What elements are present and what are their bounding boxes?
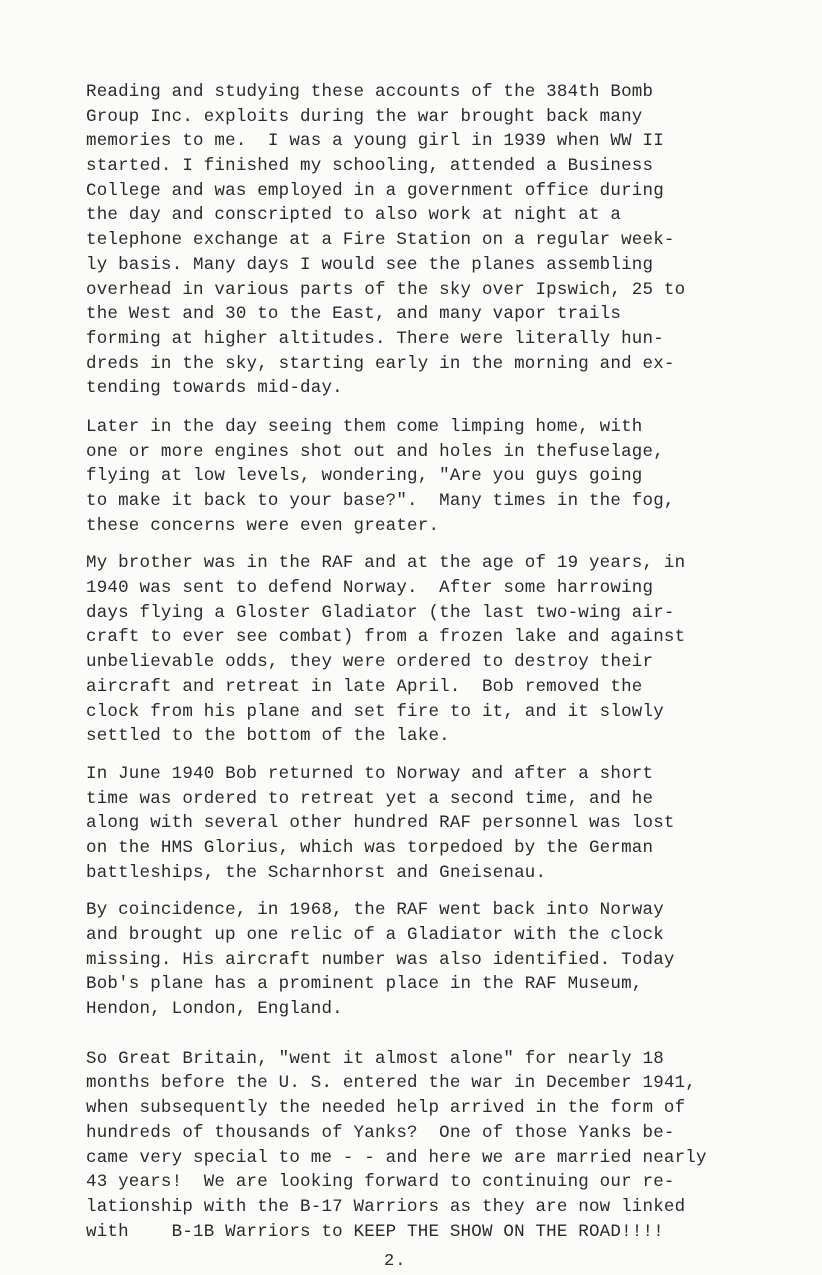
text-line: the West and 30 to the East, and many vapor trails: [86, 304, 622, 325]
paragraph-memories: [86, 80, 812, 401]
text-line: College and was employed in a government office during: [86, 180, 664, 201]
paragraph-brother-raf: [86, 551, 812, 749]
paragraph-great-britain: [86, 1047, 812, 1245]
text-line: craft to ever see combat) from a frozen lake and against: [86, 627, 686, 648]
text-line: clock from his plane and set fire to it, and it slowly: [86, 701, 664, 722]
text-line: Bob's plane has a prominent place in the RAF Museum,: [86, 974, 643, 995]
text-line: came very special to me - - and here we are married nearly: [86, 1147, 707, 1168]
text-line: aircraft and retreat in late April. Bob removed the: [86, 676, 643, 697]
text-line: when subsequently the needed help arrived in the form of: [86, 1098, 686, 1119]
text-line: on the HMS Glorius, which was torpedoed by the German: [86, 837, 654, 858]
text-line: So Great Britain, "went it almost alone" for nearly 18: [86, 1048, 664, 1069]
text-line: missing. His aircraft number was also identified. Today: [86, 949, 675, 970]
text-line: memories to me. I was a young girl in 1939 when WW II: [86, 131, 664, 152]
text-line: In June 1940 Bob returned to Norway and after a short: [86, 763, 654, 784]
text-line: dreds in the sky, starting early in the morning and ex-: [86, 353, 675, 374]
text-line: Later in the day seeing them come limping home, with: [86, 416, 643, 437]
text-line: battleships, the Scharnhorst and Gneisenau.: [86, 862, 547, 883]
text-line: 1940 was sent to defend Norway. After some harrowing: [86, 578, 654, 599]
text-line: days flying a Gloster Gladiator (the last two-wing air-: [86, 602, 675, 623]
paragraph-limping-home: [86, 415, 812, 538]
text-line: lationship with the B-17 Warriors as they are now linked: [86, 1196, 686, 1217]
text-line: to make it back to your base?". Many times in the fog,: [86, 491, 675, 511]
text-line: overhead in various parts of the sky over Ipswich, 25 to: [86, 279, 686, 300]
text-line: ly basis. Many days I would see the planes assembling: [86, 254, 654, 275]
text-line: Group Inc. exploits during the war brought back many: [86, 106, 643, 127]
text-line: forming at higher altitudes. There were literally hun-: [86, 328, 664, 349]
text-line: time was ordered to retreat yet a second time, and he: [86, 788, 654, 809]
text-line: flying at low levels, wondering, "Are you guys going: [86, 466, 643, 487]
paragraph-june-1940: [86, 762, 812, 885]
text-line: and brought up one relic of a Gladiator with the clock: [86, 925, 664, 945]
text-line: settled to the bottom of the lake.: [86, 726, 450, 747]
text-line: tending towards mid-day.: [86, 378, 343, 399]
text-line: Hendon, London, England.: [86, 999, 343, 1020]
text-line: telephone exchange at a Fire Station on a regular week-: [86, 230, 675, 251]
text-line: 43 years! We are looking forward to continuing our re-: [86, 1172, 675, 1193]
text-line: Reading and studying these accounts of the 384th Bomb: [86, 82, 654, 102]
text-line: with B-1B Warriors to KEEP THE SHOW ON THE ROAD!!!!: [86, 1221, 664, 1242]
text-line: these concerns were even greater.: [86, 515, 440, 536]
document-page: [86, 80, 812, 1244]
text-line: My brother was in the RAF and at the age of 19 years, in: [86, 553, 686, 574]
text-line: By coincidence, in 1968, the RAF went back into Norway: [86, 900, 664, 921]
text-line: one or more engines shot out and holes in thefuselage,: [86, 441, 664, 462]
text-line: months before the U. S. entered the war in December 1941,: [86, 1073, 696, 1094]
text-line: hundreds of thousands of Yanks? One of those Yanks be-: [86, 1122, 675, 1143]
paragraph-coincidence-1968: [86, 898, 812, 1021]
page-number: 2.: [384, 1252, 407, 1271]
text-line: unbelievable odds, they were ordered to destroy their: [86, 652, 654, 673]
text-line: along with several other hundred RAF personnel was lost: [86, 813, 675, 834]
text-line: started. I finished my schooling, attended a Business: [86, 156, 654, 177]
text-line: the day and conscripted to also work at night at a: [86, 205, 622, 226]
